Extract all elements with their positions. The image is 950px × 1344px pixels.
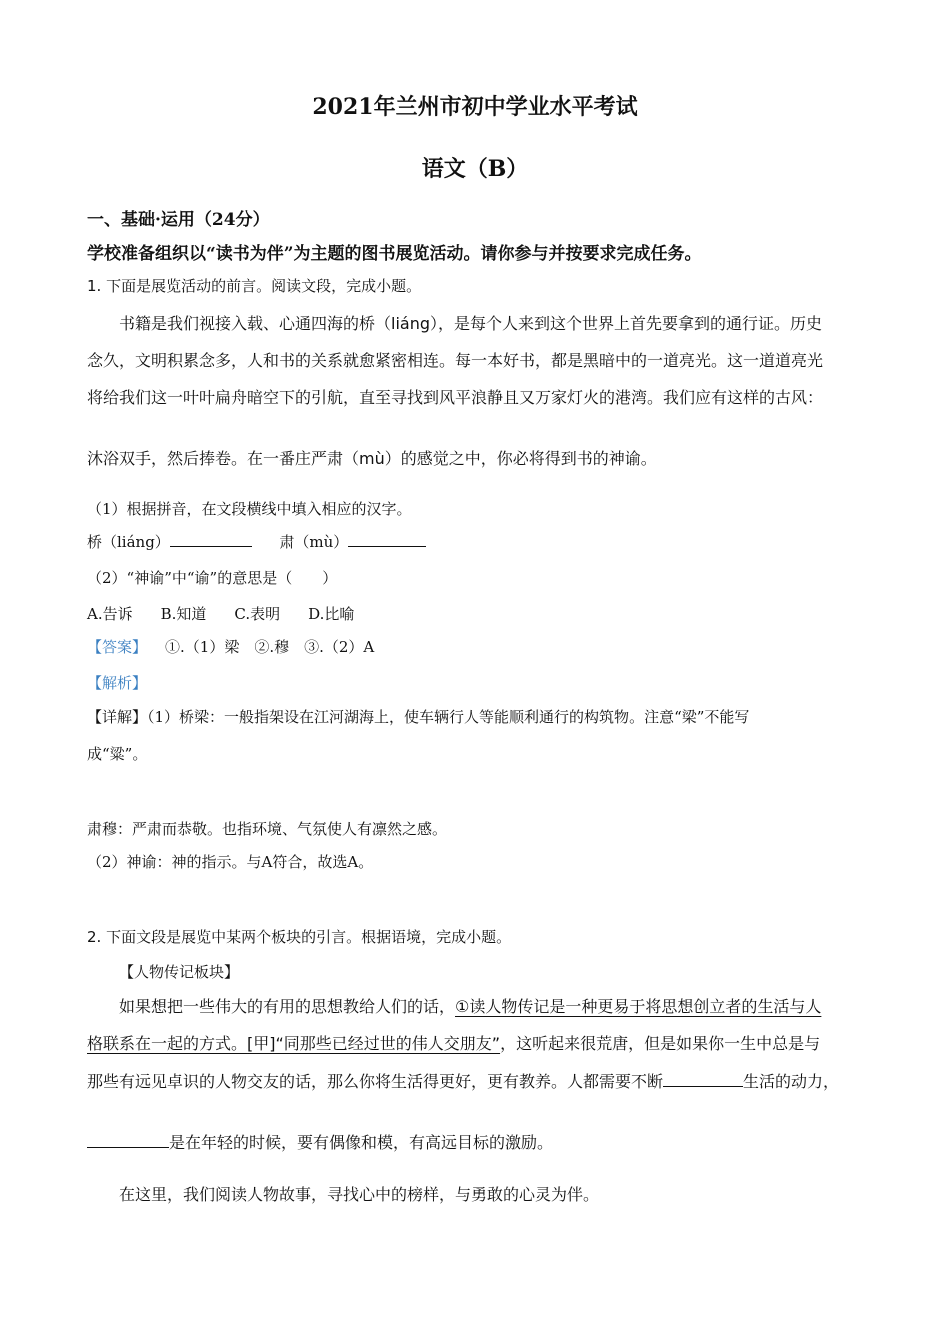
answer-tag: 【答案】 bbox=[87, 638, 148, 656]
passage-line: 书籍是我们视接入载、心通四海的桥（liáng），是每个人来到这个世界上首先要拿到的通行证。历史 bbox=[119, 314, 822, 333]
option-c: C.表明 bbox=[234, 605, 281, 623]
answer-blank[interactable] bbox=[87, 1133, 169, 1148]
passage-line: 将给我们这一叶叶扁舟暗空下的引航，直至寻找到风平浪静且又万家灯火的港湾。我们应有这样的古风： bbox=[87, 388, 824, 407]
passage-text: 如果想把一些伟大的有用的思想教给人们的话， bbox=[119, 997, 456, 1016]
underlined-sentence: 格联系在一起的方式。 bbox=[87, 1034, 248, 1053]
question-1-stem bbox=[87, 275, 421, 296]
answer-blank[interactable] bbox=[348, 532, 426, 547]
sub-question-1: （1）根据拼音，在文段横线中填入相应的汉字。 bbox=[87, 500, 412, 518]
fill-blank-row bbox=[87, 531, 426, 552]
options-row bbox=[87, 603, 354, 624]
underlined-sentence: ①读人物传记是一种更易于将思想创立者的生活与人 bbox=[455, 997, 822, 1016]
detail-line: （2）神谕：神的指示。与A符合，故选A。 bbox=[87, 853, 374, 871]
answer-blank[interactable] bbox=[663, 1072, 743, 1087]
passage-line bbox=[87, 1130, 553, 1153]
section-intro: 学校准备组织以“读书为伴”为主题的图书展览活动。请你参与并按要求完成任务。 bbox=[87, 244, 702, 264]
block-heading: 【人物传记板块】 bbox=[119, 963, 240, 981]
option-b: B.知道 bbox=[160, 605, 207, 623]
option-d: D.比喻 bbox=[308, 605, 355, 623]
passage-text: 是在年轻的时候，要有偶像和模，有高远目标的激励。 bbox=[169, 1133, 554, 1152]
passage-text: ，这听起来很荒唐，但是如果你一生中总是与 bbox=[500, 1034, 821, 1053]
question-number: 1. bbox=[87, 277, 102, 295]
detail-tag: 【详解】 bbox=[87, 708, 148, 726]
passage-text: 那些有远见卓识的人物交友的话，那么你将生活得更好，更有教养。人都需要不断 bbox=[87, 1072, 664, 1091]
detail-text: （1）桥梁：一般指架设在江河湖海上，使车辆行人等能顺利通行的构筑物。注意“梁”不能写 bbox=[147, 708, 750, 726]
answer-row bbox=[87, 636, 374, 657]
underlined-quote: [甲]“同那些已经过世的伟人交朋友” bbox=[247, 1034, 501, 1053]
question-number: 2. bbox=[87, 928, 102, 946]
answer-text: ①.（1）梁 ②.穆 ③.（2）A bbox=[165, 638, 375, 656]
passage-text: 生活的动力， bbox=[743, 1072, 840, 1091]
detail-line: 肃穆：严肃而恭敬。也指环境、气氛使人有凛然之感。 bbox=[87, 820, 448, 838]
page-subtitle: 语文（B） bbox=[421, 156, 529, 182]
detail-line: 成“粱”。 bbox=[87, 745, 148, 763]
section-heading: 一、基础·运用（24分） bbox=[87, 210, 270, 230]
answer-blank[interactable] bbox=[170, 532, 252, 547]
passage-line: 沐浴双手，然后捧卷。在一番庄严肃（mù）的感觉之中，你必将得到书的神谕。 bbox=[87, 449, 657, 468]
analysis-tag: 【解析】 bbox=[87, 674, 148, 692]
option-a: A.告诉 bbox=[87, 605, 133, 623]
passage-line bbox=[87, 1069, 839, 1092]
passage-line: 在这里，我们阅读人物故事，寻找心中的榜样，与勇敢的心灵为伴。 bbox=[119, 1185, 600, 1204]
question-text: 下面文段是展览中某两个板块的引言。根据语境，完成小题。 bbox=[106, 928, 512, 946]
passage-line bbox=[119, 994, 821, 1017]
passage-line bbox=[87, 1031, 820, 1054]
sub-question-2: （2）“神谕”中“谕”的意思是（ ） bbox=[87, 569, 338, 587]
passage-line: 念久，文明积累念多，人和书的关系就愈紧密相连。每一本好书，都是黑暗中的一道亮光。这一道道亮光 bbox=[87, 351, 824, 370]
fill-label-a: 桥（liáng） bbox=[87, 533, 170, 551]
detail-line bbox=[87, 706, 749, 727]
question-text: 下面是展览活动的前言。阅读文段，完成小题。 bbox=[106, 277, 422, 295]
fill-label-b: 肃（mù） bbox=[279, 533, 349, 551]
question-2-stem bbox=[87, 926, 511, 947]
page-title: 2021年兰州市初中学业水平考试 bbox=[312, 94, 638, 120]
